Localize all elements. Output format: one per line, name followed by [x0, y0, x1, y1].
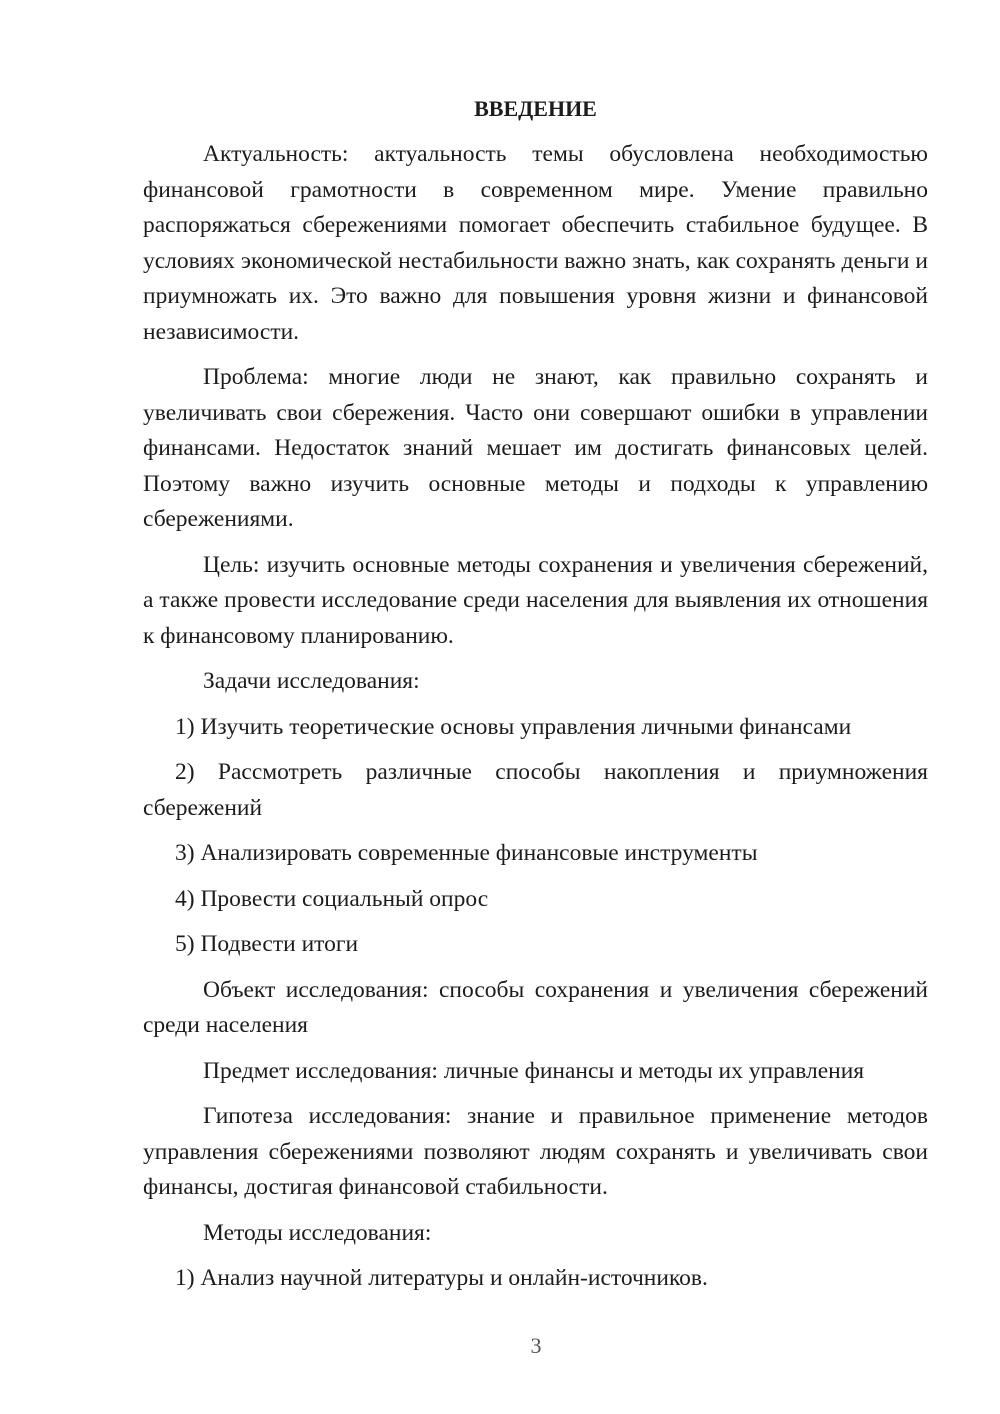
task-item: 2) Рассмотреть различные способы накопления и приумножения сбережений [143, 759, 928, 821]
task-item: 3) Анализировать современные финансовые инструменты [175, 840, 758, 866]
hypothesis-paragraph: Гипотеза исследования: знание и правильное применение методов управления сбережениями позволяют людям сохранять и увеличивать свои финансы, достигая финансовой стабильности. [143, 1103, 928, 1200]
task-item: 4) Провести социальный опрос [175, 885, 489, 912]
problem-paragraph: Проблема: многие люди не знают, как правильно сохранять и увеличивать свои сбережения. Часто они совершают ошибки в управлении финансами. Недостаток знаний мешает им достигать финансовых целей. Поэтому важно изучить основные методы и подходы к управлению сбережениями. [143, 364, 928, 532]
task-item: 1) Изучить теоретические основы управления личными финансами [175, 713, 852, 740]
relevance-paragraph: Актуальность: актуальность темы обусловлена необходимостью финансовой грамотности в современном мире. Умение правильно распоряжаться сбережениями помогает обеспечить стабильное будущее. В условиях экономической нестабильности важно знать, как сохранять деньги и приумножать их. Это важно для повышения уровня жизни и финансовой независимости. [143, 141, 928, 345]
object-paragraph: Объект исследования: способы сохранения и увеличения сбережений среди населения [143, 976, 928, 1038]
page-number: 3 [530, 1333, 542, 1358]
subject-paragraph: Предмет исследования: личные финансы и методы их управления [203, 1057, 865, 1084]
goal-paragraph: Цель: изучить основные методы сохранения и увеличения сбережений, а также провести исследование среди населения для выявления их отношения к финансовому планированию. [143, 551, 928, 649]
task-item: 5) Подвести итоги [175, 931, 359, 957]
methods-heading: Методы исследования: [203, 1219, 432, 1246]
section-title: ВВЕДЕНИЕ [474, 96, 597, 121]
tasks-heading: Задачи исследования: [203, 668, 420, 694]
method-item: 1) Анализ научной литературы и онлайн-источников. [175, 1265, 708, 1291]
document-page [143, 94, 928, 1307]
